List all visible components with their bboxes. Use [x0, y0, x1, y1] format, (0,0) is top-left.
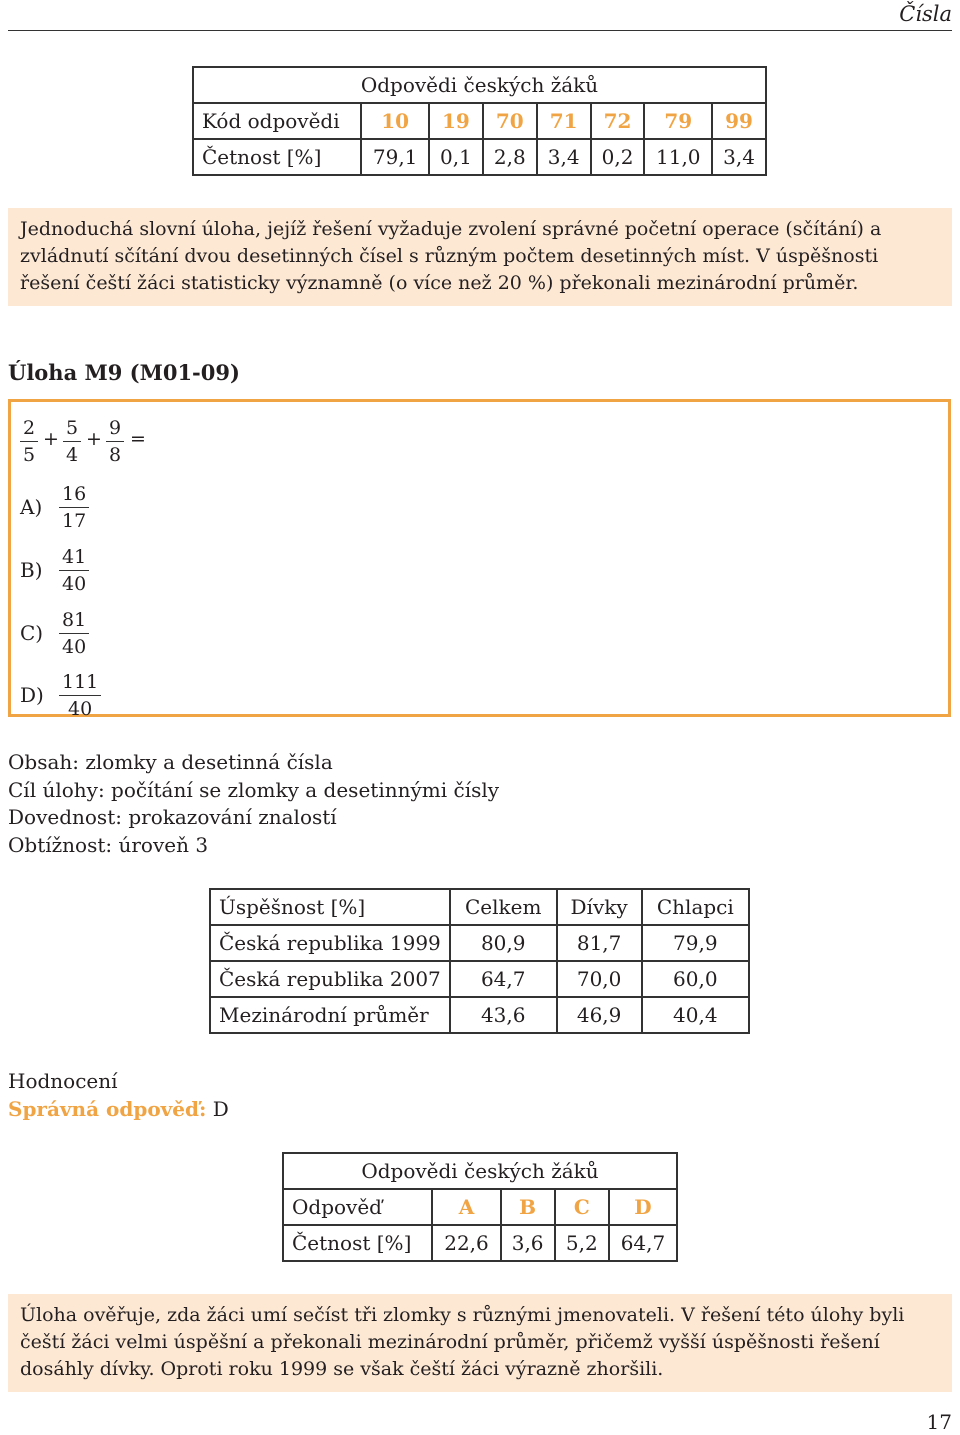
denominator: 40: [62, 636, 87, 658]
plus-sign: +: [86, 428, 102, 450]
page-number: 17: [926, 1410, 952, 1434]
option-b-label: B): [20, 558, 43, 582]
code-cell: 71: [537, 103, 591, 139]
commentary-note-top: Jednoduchá slovní úloha, jejíž řešení vyžaduje zvolení správné početní operace (sčítání) a zvládnutí sčítání dvou desetinných čísel s různým počtem desetinných míst. V úspěšnosti řešení čeští žáci statisticky významně (o více než 20 %) překonali mezinárodní průměr.: [8, 208, 952, 306]
freq-cell: 64,7: [609, 1225, 677, 1261]
fraction-term: [63, 415, 81, 468]
code-cell: 72: [591, 103, 645, 139]
meta-goal: Cíl úlohy: počítání se zlomky a desetinnými čísly: [8, 777, 500, 802]
table-row: [283, 1189, 677, 1225]
option-b-fraction: [59, 544, 89, 597]
response-code-table: [192, 66, 767, 176]
numerator: 9: [106, 415, 124, 442]
option-d-fraction: [59, 669, 101, 722]
correct-answer-value: D: [212, 1097, 229, 1121]
answer-cell: B: [501, 1189, 555, 1225]
answer-cell: C: [555, 1189, 609, 1225]
row-label: Kód odpovědi: [193, 103, 361, 139]
table-cell: 80,9: [450, 925, 557, 961]
denominator: 8: [109, 444, 122, 466]
table-cell: 70,0: [557, 961, 642, 997]
table-cell: 81,7: [557, 925, 642, 961]
meta-difficulty: Obtížnost: úroveň 3: [8, 832, 209, 857]
evaluation: [8, 1067, 229, 1123]
option-a-label: A): [20, 495, 43, 519]
table-caption: Odpovědi českých žáků: [193, 67, 766, 103]
freq-cell: 3,6: [501, 1225, 555, 1261]
freq-cell: 11,0: [644, 139, 712, 175]
option-d-label: D): [20, 683, 44, 707]
table-row: [283, 1225, 677, 1261]
row-label: Česká republika 2007: [210, 961, 450, 997]
plus-sign: +: [43, 428, 59, 450]
table-cell: 79,9: [642, 925, 749, 961]
table-cell: 46,9: [557, 997, 642, 1033]
numerator: 81: [59, 607, 89, 634]
meta-content: Obsah: zlomky a desetinná čísla: [8, 750, 333, 774]
freq-cell: 22,6: [432, 1225, 500, 1261]
code-cell: 10: [361, 103, 429, 139]
commentary-note-bottom: Úloha ověřuje, zda žáci umí sečíst tři zlomky s různými jmenovateli. V řešení této úlohy byli čeští žáci velmi úspěšní a překonali mezinárodní průměr, přičemž vyšší úspěšnosti řešení dosáhly dívky. Oproti roku 1999 se však čeští žáci výrazně zhoršili.: [8, 1294, 952, 1392]
table-row: [210, 925, 749, 961]
denominator: 40: [68, 698, 93, 720]
fraction-term: [106, 415, 124, 468]
option-c-fraction: [59, 607, 89, 660]
freq-cell: 0,1: [429, 139, 483, 175]
header-title: Čísla: [899, 2, 952, 26]
column-header: Celkem: [450, 889, 557, 925]
table-cell: 64,7: [450, 961, 557, 997]
numerator: 16: [59, 481, 89, 508]
table-row: [210, 961, 749, 997]
correct-answer-label: Správná odpověď:: [8, 1097, 207, 1121]
code-cell: 19: [429, 103, 483, 139]
row-label: Četnost [%]: [283, 1225, 432, 1261]
fraction-term: [20, 415, 38, 468]
numerator: 5: [63, 415, 81, 442]
row-label: Česká republika 1999: [210, 925, 450, 961]
equals-sign: =: [130, 428, 146, 450]
column-header: Chlapci: [642, 889, 749, 925]
column-header: Úspěšnost [%]: [210, 889, 450, 925]
freq-cell: 5,2: [555, 1225, 609, 1261]
table-row: [210, 997, 749, 1033]
freq-cell: 3,4: [537, 139, 591, 175]
table-caption: Odpovědi českých žáků: [283, 1153, 677, 1189]
task-meta: [8, 749, 499, 859]
freq-cell: 79,1: [361, 139, 429, 175]
code-cell: 79: [644, 103, 712, 139]
denominator: 5: [23, 444, 36, 466]
numerator: 111: [59, 669, 101, 696]
option-c-label: C): [20, 621, 44, 645]
denominator: 17: [62, 510, 87, 532]
success-rate-table: [209, 888, 750, 1034]
meta-skill: Dovednost: prokazování znalostí: [8, 805, 337, 829]
table-cell: 40,4: [642, 997, 749, 1033]
freq-cell: 0,2: [591, 139, 645, 175]
code-cell: 70: [483, 103, 537, 139]
answer-cell: D: [609, 1189, 677, 1225]
code-cell: 99: [712, 103, 766, 139]
column-header: Dívky: [557, 889, 642, 925]
option-a-fraction: [59, 481, 89, 534]
row-label: Četnost [%]: [193, 139, 361, 175]
table-cell: 43,6: [450, 997, 557, 1033]
header-divider: [8, 30, 952, 31]
numerator: 41: [59, 544, 89, 571]
freq-cell: 2,8: [483, 139, 537, 175]
task-title: Úloha M9 (M01-09): [8, 360, 240, 385]
numerator: 2: [20, 415, 38, 442]
table-row: [193, 103, 766, 139]
denominator: 40: [62, 573, 87, 595]
table-cell: 60,0: [642, 961, 749, 997]
correct-answer: [8, 1095, 229, 1123]
row-label: Mezinárodní průměr: [210, 997, 450, 1033]
table-header-row: [210, 889, 749, 925]
table-row: [193, 139, 766, 175]
question-box: [8, 399, 951, 720]
evaluation-label: Hodnocení: [8, 1069, 118, 1093]
row-label: Odpověď: [283, 1189, 432, 1225]
denominator: 4: [66, 444, 79, 466]
freq-cell: 3,4: [712, 139, 766, 175]
response-answer-table: [282, 1152, 678, 1262]
answer-cell: A: [432, 1189, 500, 1225]
